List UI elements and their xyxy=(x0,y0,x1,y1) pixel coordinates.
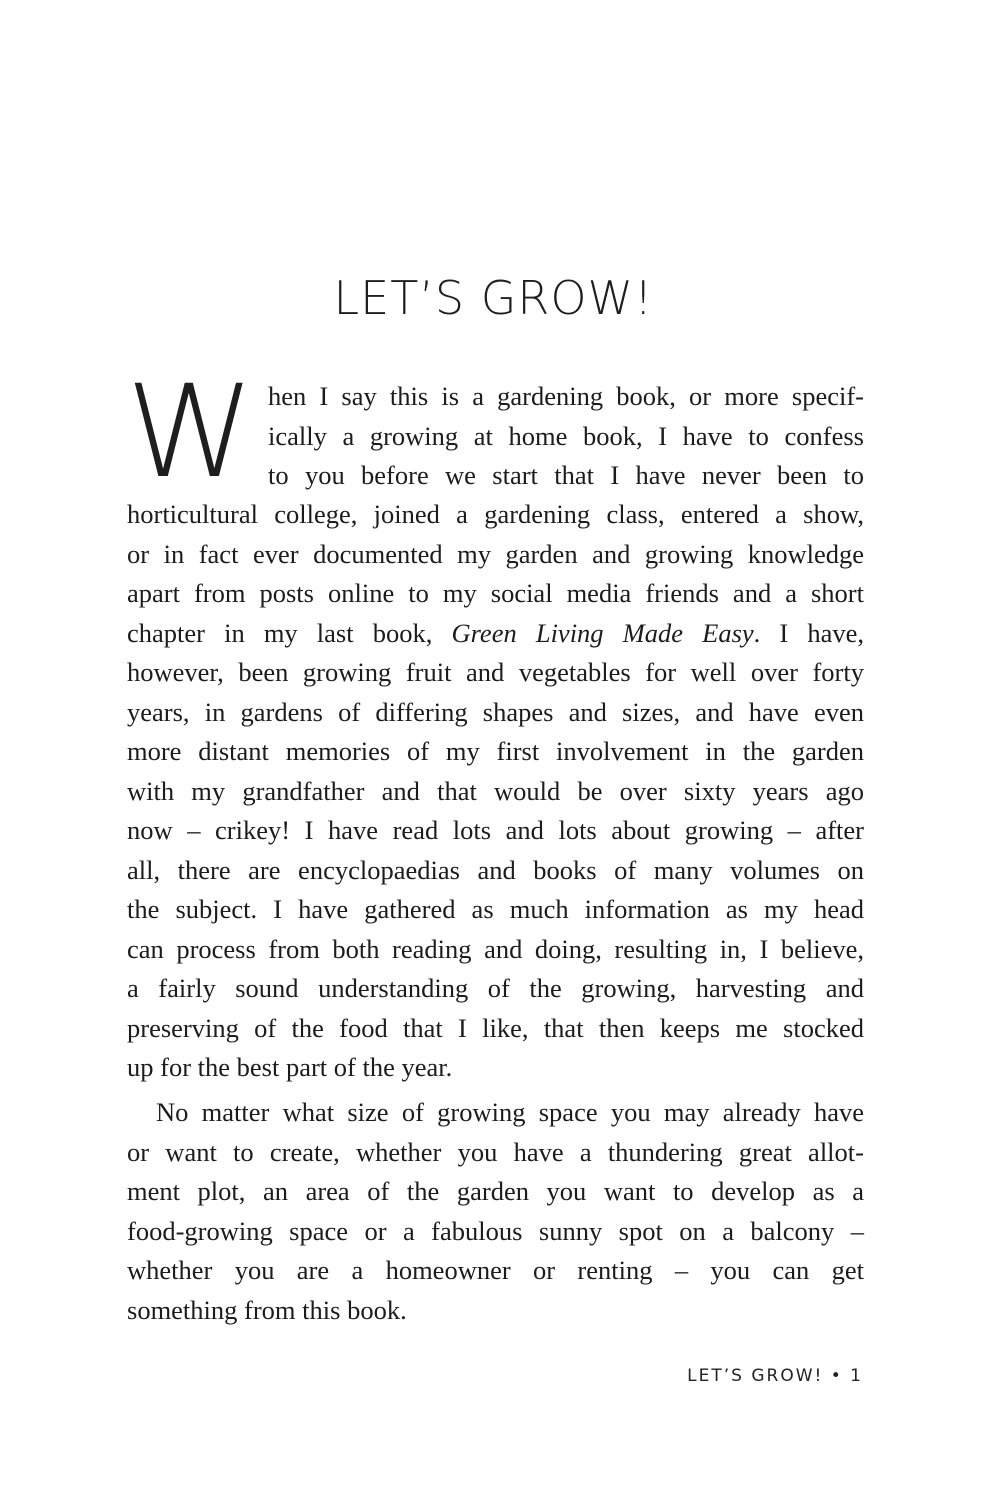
page-footer xyxy=(687,1366,863,1386)
text-line-with-book-title: chapter in my last book, Green Living Made Easy. I have, xyxy=(127,617,864,648)
text-line: all, there are encyclopaedias and books of many volumes on xyxy=(127,854,864,885)
text-line: food-growing space or a fabulous sunny spot on a balcony – xyxy=(127,1215,864,1246)
text-line: more distant memories of my first involvement in the garden xyxy=(127,736,864,766)
text-line: hen I say this is a gardening book, or more specif- xyxy=(268,381,864,411)
paragraph-1 xyxy=(127,495,864,1088)
bullet-separator: • xyxy=(830,1366,843,1386)
drop-cap: W xyxy=(125,358,255,507)
text-line: preserving of the food that I like, that then keeps me stocked xyxy=(127,1012,864,1043)
text-line: years, in gardens of differing shapes and sizes, and have even xyxy=(127,696,864,727)
paragraph-2 xyxy=(127,1093,864,1330)
text-line: or in fact ever documented my garden and growing knowledge xyxy=(127,538,864,569)
text-line: with my grandfather and that would be over sixty years ago xyxy=(127,775,864,806)
text-line: up for the best part of the year. xyxy=(127,1052,453,1082)
running-head: LET’S GROW! xyxy=(687,1366,824,1386)
text-line: to you before we start that I have never been to xyxy=(268,460,864,490)
text-line: apart from posts online to my social media friends and a short xyxy=(127,578,864,608)
text-line: horticultural college, joined a gardening class, entered a show, xyxy=(127,499,864,529)
text-line: the subject. I have gathered as much information as my head xyxy=(127,894,864,924)
book-title: Green Living Made Easy xyxy=(451,617,754,648)
text-line: however, been growing fruit and vegetables for well over forty xyxy=(127,657,864,687)
text-line: something from this book. xyxy=(127,1294,407,1325)
chapter-title: LET’S GROW! xyxy=(333,270,654,325)
text-line: ically a growing at home book, I have to confess xyxy=(268,420,864,451)
page-number: 1 xyxy=(850,1366,863,1386)
text-line: No matter what size of growing space you may already have xyxy=(156,1097,864,1127)
text-line: a fairly sound understanding of the growing, harvesting and xyxy=(127,973,864,1003)
dropcap-indented-lines xyxy=(268,377,864,496)
text-line: whether you are a homeowner or renting – you can get xyxy=(127,1255,864,1285)
text-line: now – crikey! I have read lots and lots about growing – after xyxy=(127,815,864,845)
text-line: ment plot, an area of the garden you want to develop as a xyxy=(127,1176,864,1206)
text-line: or want to create, whether you have a thundering great allot- xyxy=(127,1136,864,1167)
text-line: can process from both reading and doing, resulting in, I believe, xyxy=(127,933,864,964)
